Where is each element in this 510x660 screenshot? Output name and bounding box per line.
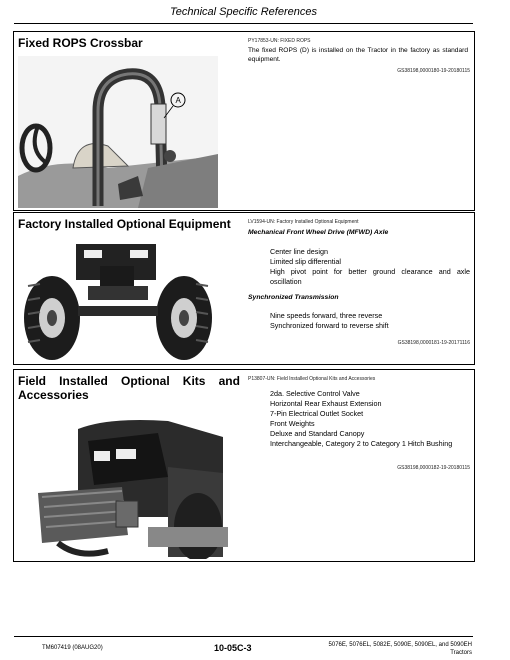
section-field-kits [13,369,475,562]
title-line-1: Field Installed Optional Kits and [18,374,240,388]
section-left [14,213,246,364]
footer-page-number: 10-05C-3 [214,643,252,653]
list-item: Center line design [270,247,328,256]
subheading-transmission: Synchronized Transmission [248,294,339,301]
callout-label: A [175,96,181,105]
list-item: Horizontal Rear Exhaust Extension [270,399,382,408]
section-fixed-rops [13,31,475,211]
list-item: Interchangeable, Category 2 to Category 1 Hitch Bushing [270,439,453,448]
list-item: Limited slip differential [270,257,341,266]
list-item: 7-Pin Electrical Outlet Socket [270,409,364,418]
header-title: Technical Specific References [170,6,317,18]
footer-models: 5076E, 5076EL, 5082E, 5090E, 5090EL, and 5090EH Tractors [328,642,472,656]
figure-reference: LV1594-UN: Factory Installed Optional Equipment [248,219,359,225]
section-factory-optional [13,212,475,365]
list-item: 2da. Selective Control Valve [270,389,360,398]
document-code: GS38198,0000182-19-20180115 [397,465,470,471]
section-right [248,32,474,210]
list-item: Deluxe and Standard Canopy [270,429,365,438]
section-title: Fixed ROPS Crossbar [18,36,143,50]
footer-doc-id: TM607419 (08AUG20) [42,645,103,651]
section-right [248,213,474,364]
document-code: GS38198,0000181-19-20171116 [397,340,470,346]
front-weights-photo [18,407,228,559]
section-left [14,32,246,210]
list-item: Nine speeds forward, three reverse [270,311,383,320]
rops-photo [18,56,218,208]
section-title: Factory Installed Optional Equipment [18,217,231,231]
list-item: Synchronized forward to reverse shift [270,321,389,330]
section-title [18,374,244,402]
footer-divider [14,636,473,637]
list-item: High pivot point for better ground clearance and axle oscillation [270,267,470,286]
tractor-front-photo [18,236,218,364]
figure-reference: P13807-UN: Field Installed Optional Kits and Accessories [248,376,376,382]
section-right [248,370,474,561]
list-item: Front Weights [270,419,315,428]
document-code: GS38198,0000180-19-20180115 [397,68,470,74]
page-header [14,0,473,24]
body-paragraph: The fixed ROPS (D) is installed on the Tractor in the factory as standard equipment. [248,47,468,63]
subheading-mfwd: Mechanical Front Wheel Drive (MFWD) Axle [248,229,389,236]
section-left [14,370,246,561]
figure-reference: PY17853-UN: FIXED ROPS [248,38,311,44]
title-line-2: Accessories [18,388,89,402]
